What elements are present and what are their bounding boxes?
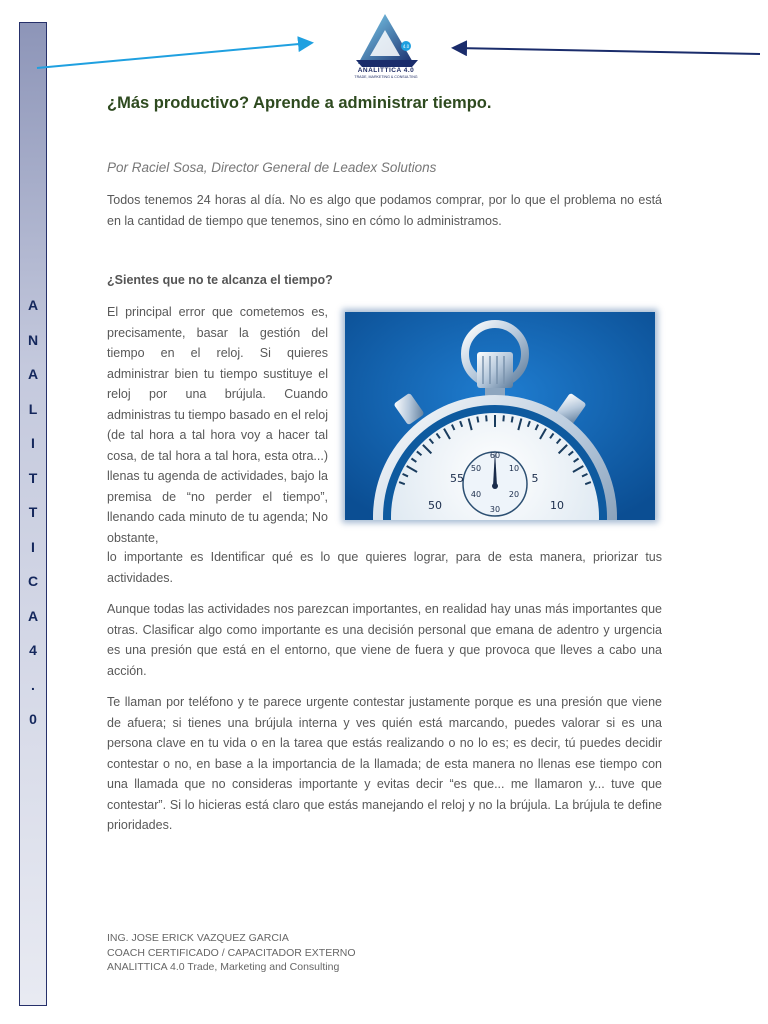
logo-tagline: TRADE, MARKETING & CONSULTING (354, 75, 418, 79)
article-title: ¿Más productivo? Aprende a administrar tiempo. (107, 94, 492, 112)
logo-name: ANALITTICA 4.0 (357, 67, 415, 74)
intro-paragraph: Todos tenemos 24 horas al día. No es algo que podamos comprar, por lo que el problema no está en la cantidad de tiempo que tenemos, sino en cómo lo administramos. (107, 193, 662, 228)
stopwatch-icon (345, 312, 655, 520)
side-letter: A (27, 607, 39, 624)
side-letter: A (27, 366, 39, 382)
side-letter: N (27, 331, 39, 348)
side-letter: I (31, 435, 35, 451)
paragraph-3: Te llaman por teléfono y te parece urgente contestar justamente porque es una presión que viene de afuera; si tienes una brújula interna y ves quién está marcando, puedes valorar si es una persona clave en tu vida o en la tarea que estás realizando o no lo es; es decir, tú puedes decidir contestar o no, en base a la importancia de la llamada; de esta manera no llenas ese tiempo con una llamada que no consideras importante y evitas decir “es que... me llamaron y... tuve que contestar”. Si lo hicieras está claro que estás manejando el reloj y no la brújula. La brújula te define prioridades. (107, 695, 662, 832)
svg-text:4.0: 4.0 (402, 44, 410, 49)
side-letter: I (31, 538, 35, 555)
left-arrow (37, 43, 310, 68)
footer-line-3: ANALITTICA 4.0 Trade, Marketing and Consulting (107, 961, 340, 973)
column-paragraph: El principal error que cometemos es, precisamente, basar la gestión del tiempo en el reloj. Si quieres administrar bien tu tiempo sustituye el reloj por una brújula. Cuando administras tu tiempo basado en el reloj (de tal hora a tal hora voy a hacer tal cosa, de tal hora a tal hora, esta otra...) llenas tu agenda de actividades, bajo la premisa de “no perder el tiempo”, llenando cada minuto de tu agenda; No obstante, (107, 305, 328, 545)
dial-tick (503, 415, 504, 421)
continuation-paragraph: lo importante es Identificar qué es lo que quieres lograr, para de esta manera, priorizar tus actividades. (107, 550, 662, 585)
side-letter: 0 (29, 711, 37, 727)
footer-line-1: ING. JOSE ERICK VAZQUEZ GARCIA (107, 932, 289, 944)
dial-tick (486, 415, 487, 421)
side-letter: C (27, 573, 39, 589)
side-letter: . (31, 676, 35, 693)
article-author: Por Raciel Sosa, Director General de Leadex Solutions (107, 160, 437, 175)
side-letter: L (28, 400, 38, 417)
svg-text:5: 5 (531, 472, 539, 485)
svg-text:50: 50 (470, 464, 482, 473)
svg-text:30: 30 (489, 505, 501, 514)
svg-text:60: 60 (489, 451, 501, 460)
side-letter: 4 (29, 642, 37, 658)
svg-text:55: 55 (450, 472, 464, 485)
side-letter: T (28, 469, 38, 486)
svg-text:10: 10 (550, 499, 564, 512)
footer-line-2: COACH CERTIFICADO / CAPACITADOR EXTERNO (107, 946, 356, 959)
side-letter: A (27, 297, 39, 313)
svg-text:50: 50 (428, 499, 442, 512)
stopwatch-image (345, 312, 655, 520)
svg-text:20: 20 (508, 490, 520, 499)
svg-text:40: 40 (470, 490, 482, 499)
side-letter: T (28, 504, 38, 520)
right-arrow (455, 48, 760, 54)
paragraph-2: Aunque todas las actividades nos parezcan importantes, en realidad hay unas más importantes que otras. Clasificar algo como importante es una decisión personal que emana de adentro y urgencia es una presión que está en el entorno, que viene de fuera y que provoca que lleves a cabo una acción. (107, 602, 662, 678)
footer (107, 931, 356, 975)
dial-tick (512, 417, 513, 423)
side-letters (19, 295, 47, 744)
section-heading: ¿Sientes que no te alcanza el tiempo? (107, 273, 333, 287)
dial-tick (477, 417, 478, 423)
svg-text:10: 10 (508, 464, 520, 473)
